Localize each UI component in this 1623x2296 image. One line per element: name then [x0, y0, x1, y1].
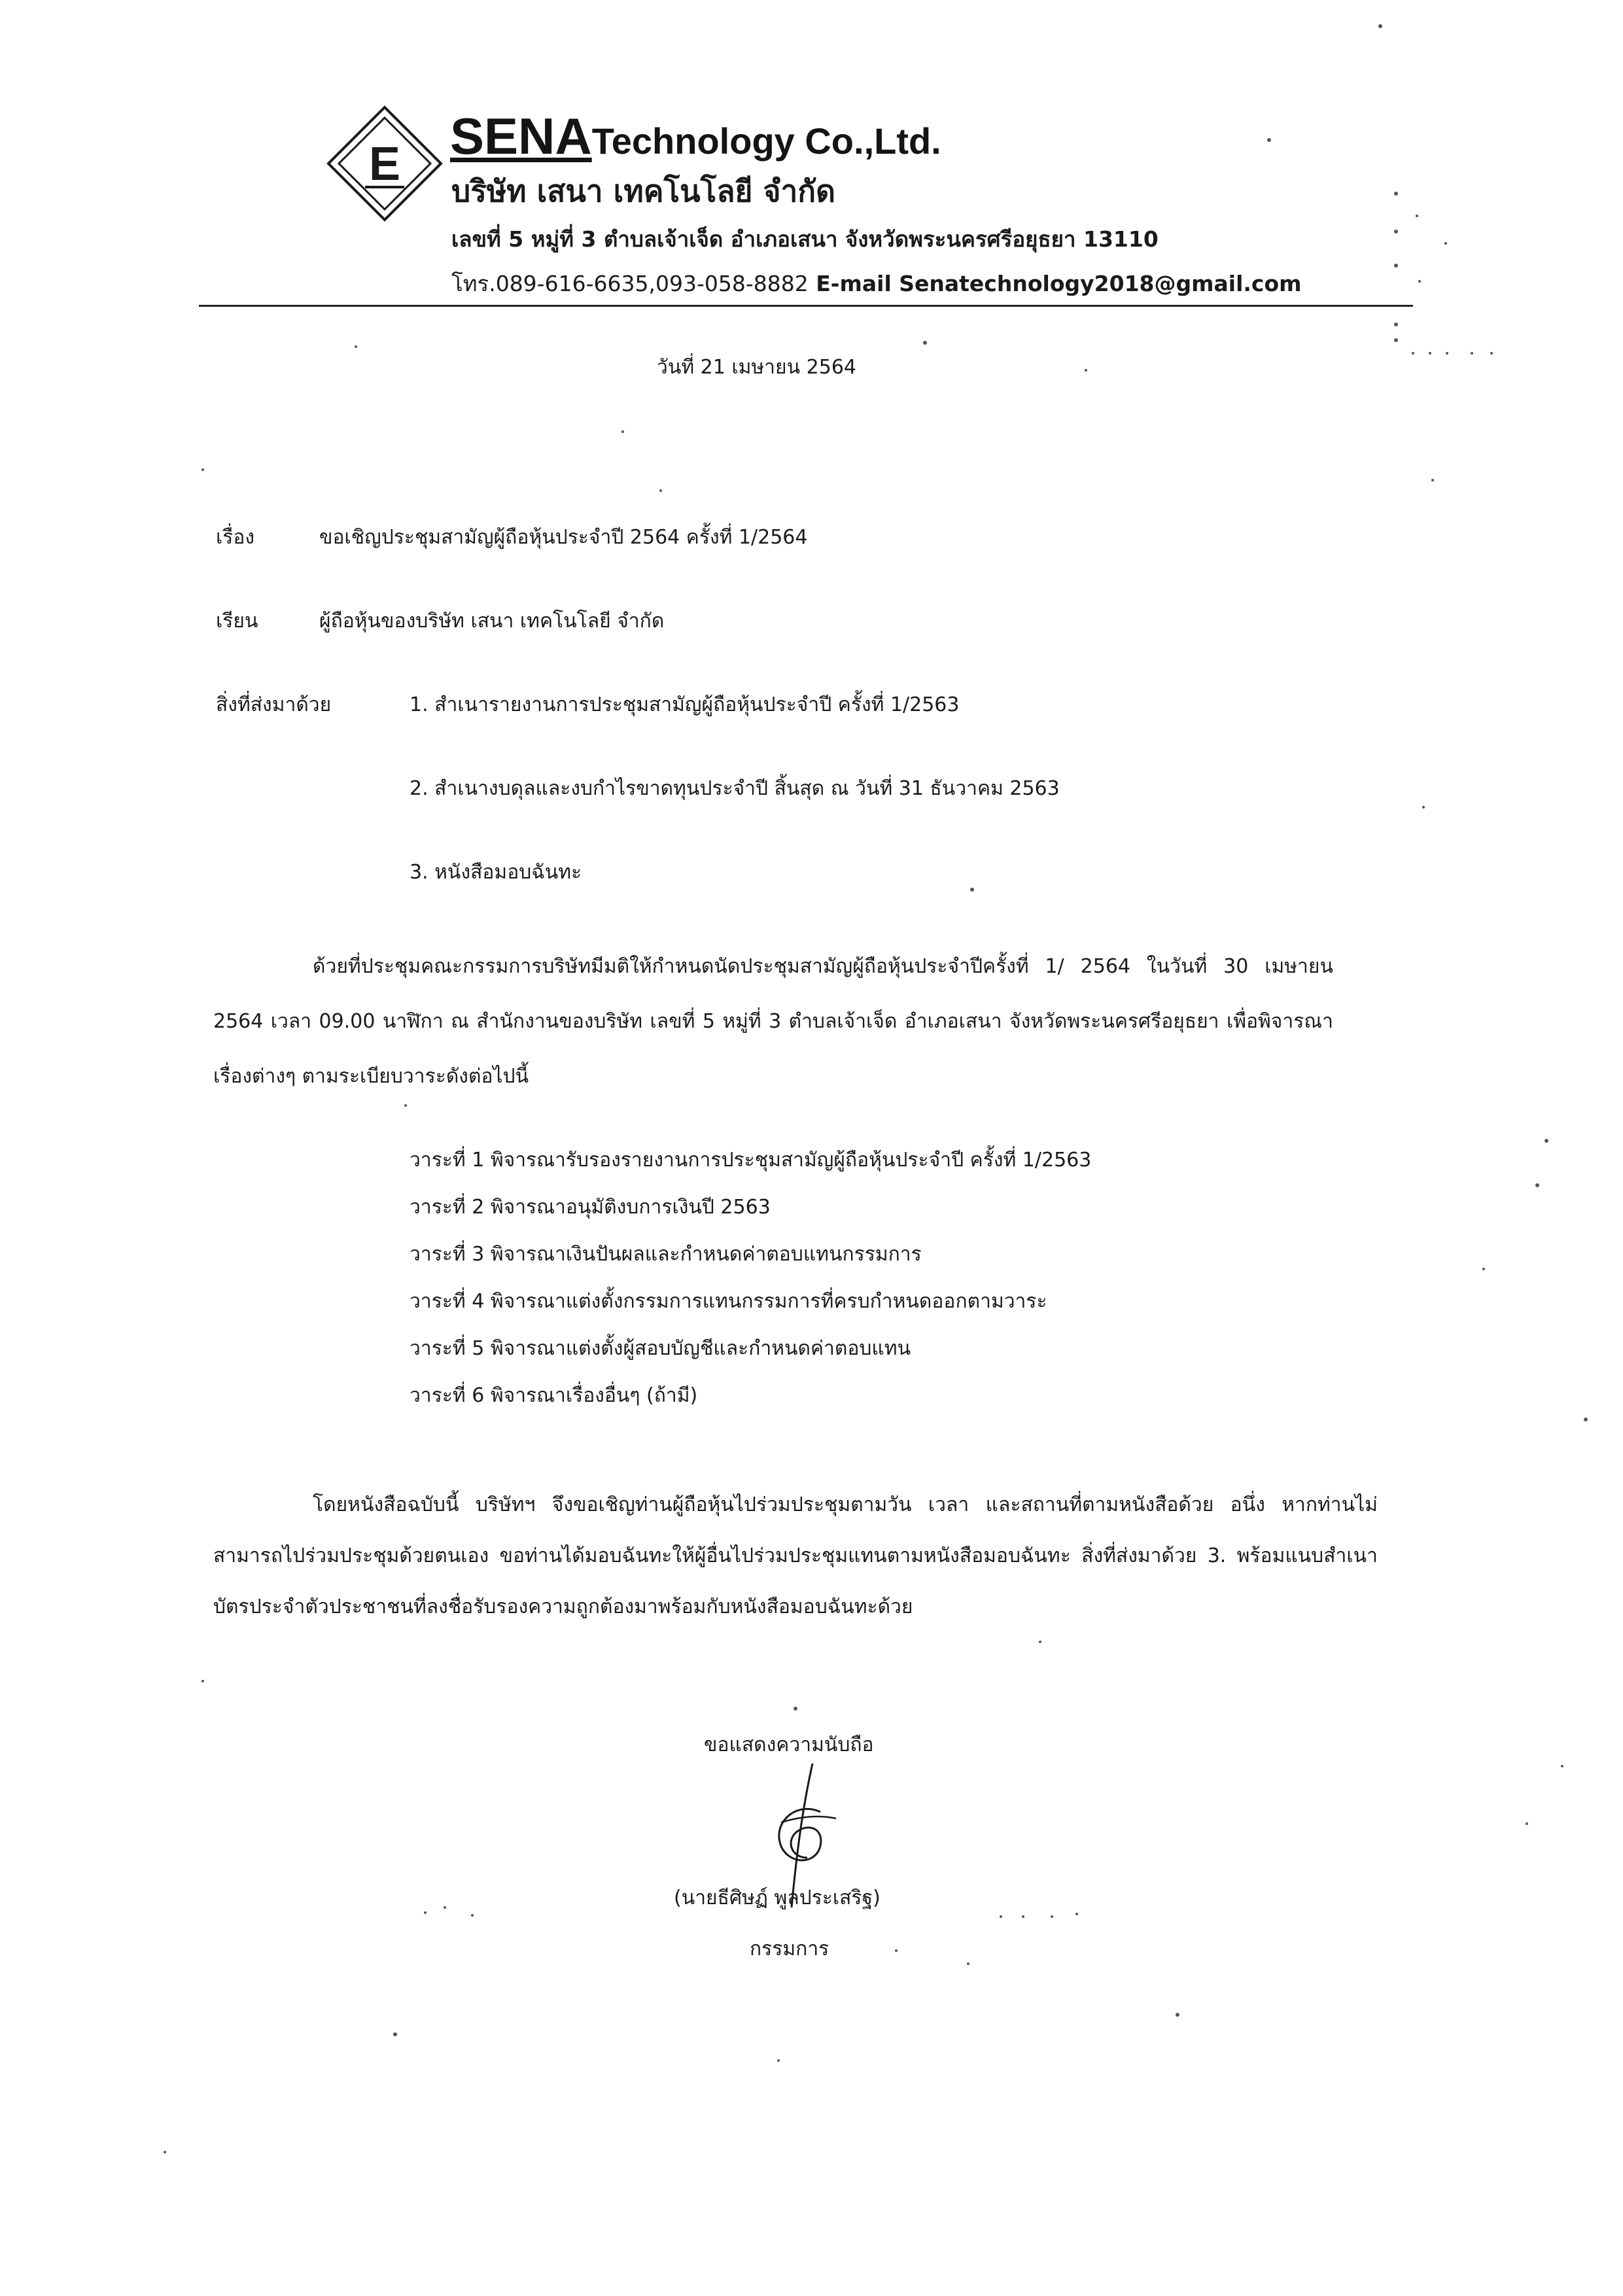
- signer-name: (นายธีศิษฏ์ พูลประเสริฐ): [674, 1887, 881, 1909]
- agenda-item: วาระที่ 6 พิจารณาเรื่องอื่นๆ (ถ้ามี): [410, 1384, 698, 1407]
- subject-label: เรื่อง: [216, 526, 255, 549]
- company-brand: SENA: [450, 107, 592, 165]
- subject-text: ขอเชิญประชุมสามัญผู้ถือหุ้นประจำปี 2564 ครั้งที่ 1/2564: [319, 526, 808, 549]
- company-address: เลขที่ 5 หมู่ที่ 3 ตำบลเจ้าเจ็ด อำเภอเสนา จังหวัดพระนครศรีอยุธยา 13110: [451, 226, 1159, 252]
- agenda-item: วาระที่ 2 พิจารณาอนุมัติงบการเงินปี 2563: [410, 1196, 771, 1219]
- agenda-item: วาระที่ 4 พิจารณาแต่งตั้งกรรมการแทนกรรมการที่ครบกำหนดออกตามวาระ: [410, 1290, 1047, 1313]
- proxy-paragraph: โดยหนังสือฉบับนี้ บริษัทฯ จึงขอเชิญท่านผู้ถือหุ้นไปร่วมประชุมตามวัน เวลา และสถานที่ตามหนังสือด้วย อนึ่ง หากท่านไม่สามารถไปร่วมประชุมด้วยตนเอง ขอท่านได้มอบฉันทะให้ผู้อื่นไปร่วมประชุมแทนตามหนังสือมอบฉันทะ สิ่งที่ส่งมาด้วย 3. พร้อมแนบสำเนาบัตรประจำตัวประชาชนที่ลงชื่อรับรองความถูกต้องมาพร้อมกับหนังสือมอบฉันทะด้วย: [213, 1493, 1378, 1618]
- signer-position: กรรมการ: [750, 1938, 829, 1960]
- closing-text: ขอแสดงความนับถือ: [704, 1733, 874, 1756]
- company-name-rest: Technology Co.,Ltd.: [591, 120, 941, 162]
- recipient-label: เรียน: [216, 610, 258, 633]
- letter-date: วันที่ 21 เมษายน 2564: [657, 356, 856, 379]
- enclosure-item: 1. สำเนารายงานการประชุมสามัญผู้ถือหุ้นประจำปี ครั้งที่ 1/2563: [410, 693, 960, 716]
- agenda-item: วาระที่ 3 พิจารณาเงินปันผลและกำหนดค่าตอบแทนกรรมการ: [410, 1243, 922, 1266]
- enclosure-item: 3. หนังสือมอบฉันทะ: [410, 861, 582, 884]
- company-email: E-mail Senatechnology2018@gmail.com: [816, 271, 1302, 296]
- agenda-item: วาระที่ 1 พิจารณารับรองรายงานการประชุมสามัญผู้ถือหุ้นประจำปี ครั้งที่ 1/2563: [410, 1149, 1092, 1172]
- enclosure-item: 2. สำเนางบดุลและงบกำไรขาดทุนประจำปี สิ้นสุด ณ วันที่ 31 ธันวาคม 2563: [410, 777, 1060, 800]
- agenda-item: วาระที่ 5 พิจารณาแต่งตั้งผู้สอบบัญชีและกำหนดค่าตอบแทน: [410, 1337, 911, 1360]
- logo-letter: E: [368, 138, 401, 190]
- company-name-th: บริษัท เสนา เทคโนโลยี จำกัด: [451, 173, 835, 209]
- invitation-paragraph: ด้วยที่ประชุมคณะกรรมการบริษัทมีมติให้กำหนดนัดประชุมสามัญผู้ถือหุ้นประจำปีครั้งที่ 1/ 2564 ในวันที่ 30 เมษายน 2564 เวลา 09.00 นาฬิกา ณ สำนักงานของบริษัท เลขที่ 5 หมู่ที่ 3 ตำบลเจ้าเจ็ด อำเภอเสนา จังหวัดพระนครศรีอยุธยา เพื่อพิจารณาเรื่องต่างๆ ตามระเบียบวาระดังต่อไปนี้: [213, 955, 1333, 1088]
- enclosures-label: สิ่งที่ส่งมาด้วย: [216, 693, 332, 716]
- recipient-text: ผู้ถือหุ้นของบริษัท เสนา เทคโนโลยี จำกัด: [319, 610, 665, 633]
- company-phone: โทร.089-616-6635,093-058-8882: [451, 271, 809, 296]
